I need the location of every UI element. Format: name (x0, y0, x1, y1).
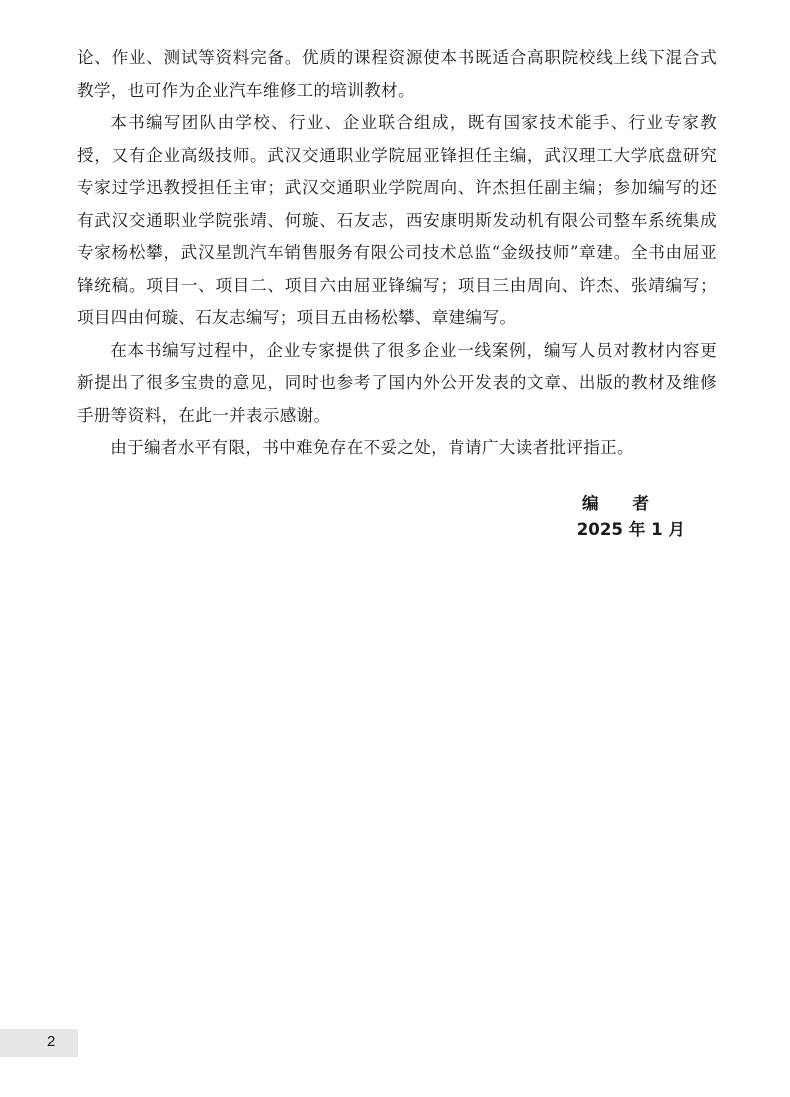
signature-date: 2025 年 1 月 (576, 520, 685, 539)
paragraph-continuation: 论、作业、测试等资料完备。优质的课程资源使本书既适合高职院校线上线下混合式教学，也可作为企业汽车维修工的培训教材。 (77, 48, 717, 100)
paragraph-disclaimer: 由于编者水平有限，书中难免存在不妥之处，肯请广大读者批评指正。 (110, 438, 634, 457)
signature-author: 编 者 (582, 494, 663, 513)
paragraph-authors: 本书编写团队由学校、行业、企业联合组成，既有国家技术能手、行业专家教授，又有企业高级技师。武汉交通职业学院屈亚锋担任主编，武汉理工大学底盘研究专家过学迅教授担任主审；武汉交通职业学院周向、许杰担任副主编；参加编写的还有武汉交通职业学院张靖、何璇、石友志，西安康明斯发动机有限公司整车系统集成专家杨松攀，武汉星凯汽车销售服务有限公司技术总监“金级技师”章建。全书由屈亚锋统稿。项目一、项目二、项目六由屈亚锋编写；项目三由周向、许杰、张靖编写；项目四由何璇、石友志编写；项目五由杨松攀、章建编写。 (77, 113, 717, 327)
page-number: 2 (47, 1033, 56, 1050)
page-number-tab (0, 1029, 78, 1057)
signature-block (577, 491, 685, 543)
preface-body (77, 42, 717, 465)
paragraph-acknowledgement: 在本书编写过程中，企业专家提供了很多企业一线案例，编写人员对教材内容更新提出了很多宝贵的意见，同时也参考了国内外公开发表的文章、出版的教材及维修手册等资料，在此一并表示感谢。 (77, 340, 717, 425)
